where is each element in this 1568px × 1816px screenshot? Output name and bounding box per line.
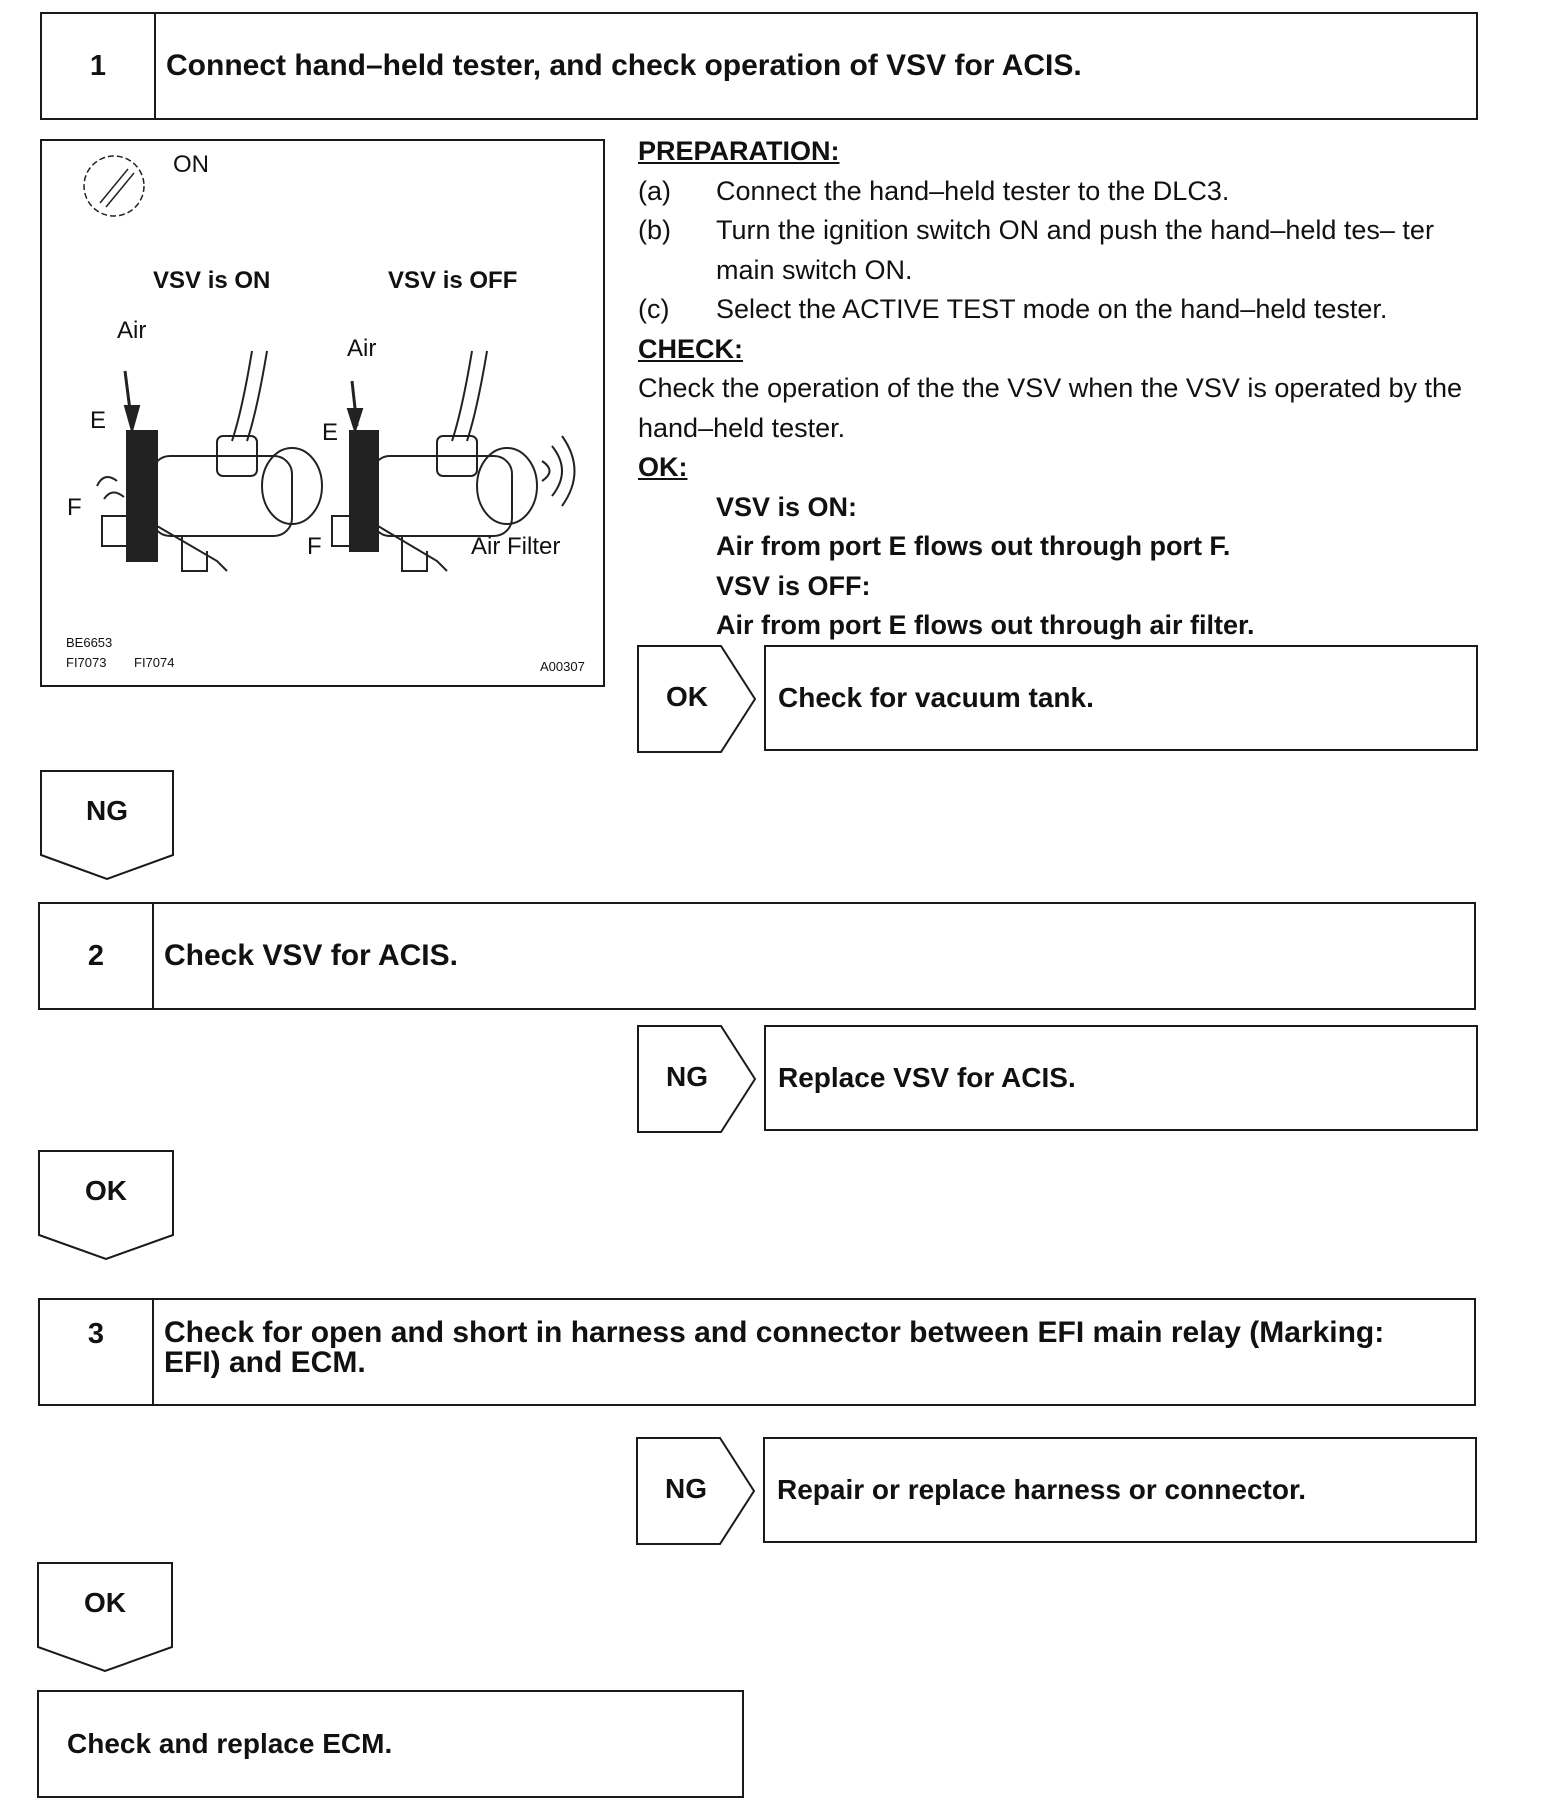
procedure-text <box>638 132 1483 646</box>
figure-code-3: FI7074 <box>134 655 175 670</box>
figure-code-1: BE6653 <box>66 635 113 650</box>
step-title: Connect hand–held tester, and check operation of VSV for ACIS. <box>166 49 1082 82</box>
step-title: Check for open and short in harness and connector between EFI main relay (Marking: EFI) and ECM. <box>164 1316 1385 1379</box>
vsv-on-label: VSV is ON <box>153 267 271 294</box>
vsv-off-label: VSV is OFF <box>388 267 518 294</box>
step-title: Check VSV for ACIS. <box>164 939 458 972</box>
prep-label: (c) <box>638 294 670 324</box>
branch-1-result: Check for vacuum tank. <box>764 645 1478 751</box>
prep-item-c <box>638 290 1483 330</box>
prep-text: Turn the ignition switch ON and push the hand–held tes– ter main switch ON. <box>716 215 1434 285</box>
ok-line-2: Air from port E flows out through port F. <box>716 531 1231 561</box>
prep-item-a <box>638 172 1483 212</box>
port-e-label-on: E <box>90 407 107 434</box>
prep-text: Select the ACTIVE TEST mode on the hand–held tester. <box>716 294 1388 324</box>
branch-2-tag <box>637 1025 757 1133</box>
step-2-box <box>38 902 1476 1010</box>
step-number: 3 <box>40 1300 154 1404</box>
ignition-key-icon <box>84 156 144 216</box>
branch-3-tag <box>636 1437 756 1545</box>
prep-text: Connect the hand–held tester to the DLC3. <box>716 175 1230 206</box>
ignition-label: ON <box>173 151 209 178</box>
down-1-tag <box>40 770 174 880</box>
air-label-on: Air <box>117 317 147 344</box>
figure-code-2: FI7073 <box>66 655 107 670</box>
branch-3-result: Repair or replace harness or connector. <box>763 1437 1477 1543</box>
branch-1-tag <box>637 645 757 753</box>
branch-3-tag-label: NG <box>665 1473 707 1504</box>
port-f-label-off: F <box>307 533 322 560</box>
prep-label: (b) <box>638 215 671 245</box>
illustration-figure <box>40 139 605 687</box>
port-e-label-off: E <box>322 419 339 446</box>
check-header: CHECK: <box>638 333 743 364</box>
preparation-header: PREPARATION: <box>638 136 840 166</box>
ok-header: OK: <box>638 452 688 482</box>
branch-2-tag-label: NG <box>666 1061 708 1092</box>
step-3-box <box>38 1298 1476 1406</box>
step-1-box <box>40 12 1478 120</box>
branch-1-tag-label: OK <box>666 681 708 712</box>
check-text: Check the operation of the the VSV when the VSV is operated by the hand–held tester. <box>638 373 1463 443</box>
vsv-illustration <box>42 141 603 685</box>
down-3-tag <box>37 1562 173 1672</box>
down-1-tag-label: NG <box>86 795 128 826</box>
prep-item-b <box>638 211 1483 290</box>
step-number: 2 <box>40 904 154 1008</box>
down-2-tag-label: OK <box>85 1175 127 1206</box>
port-f-label-on: F <box>67 494 82 521</box>
branch-2-result: Replace VSV for ACIS. <box>764 1025 1478 1131</box>
ok-line-3: VSV is OFF: <box>716 570 871 601</box>
ok-line-1: VSV is ON: <box>716 491 858 522</box>
step-number: 1 <box>42 14 156 118</box>
air-filter-label: Air Filter <box>471 533 561 560</box>
prep-label: (a) <box>638 175 671 206</box>
valve-on-drawing <box>97 351 322 571</box>
down-3-tag-label: OK <box>84 1587 126 1618</box>
final-action-box: Check and replace ECM. <box>37 1690 744 1798</box>
down-2-tag <box>38 1150 174 1260</box>
air-label-off: Air <box>347 335 377 362</box>
ok-line-4: Air from port E flows out through air filter. <box>716 610 1255 640</box>
figure-code-4: A00307 <box>540 659 585 674</box>
